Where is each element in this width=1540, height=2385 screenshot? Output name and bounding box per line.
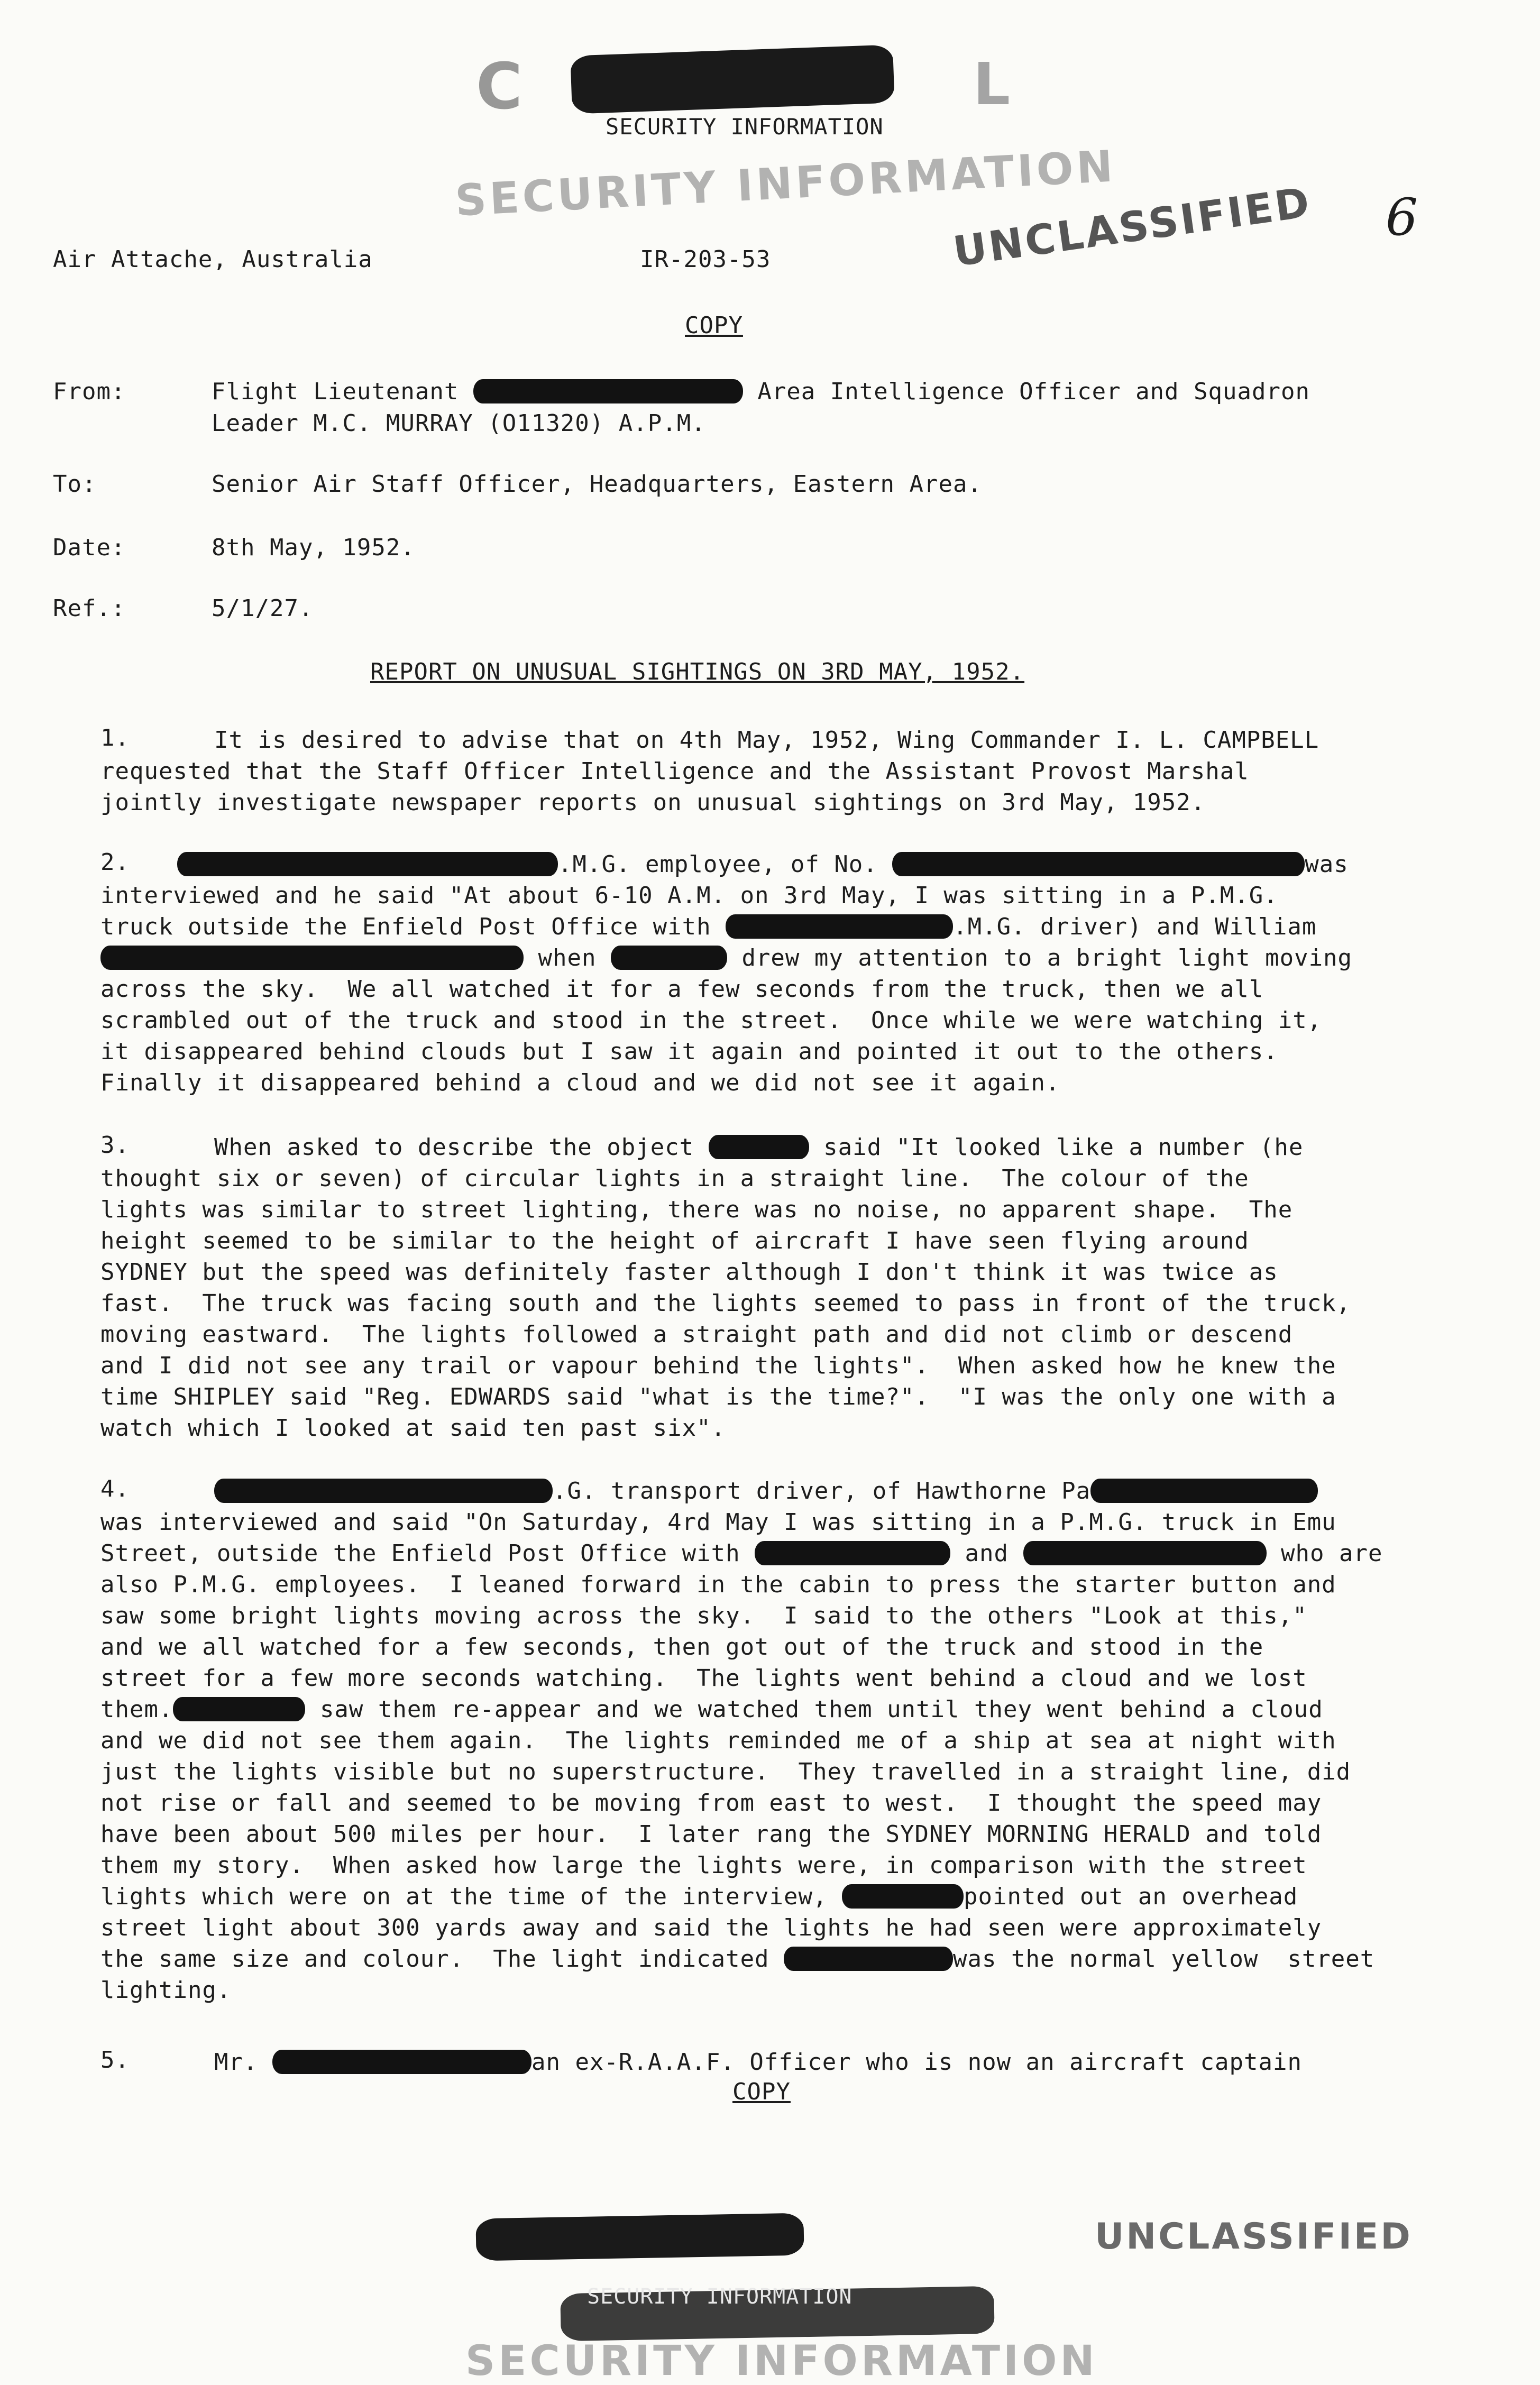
- classification-top: SECURITY INFORMATION: [606, 114, 884, 140]
- text-line: street light about 300 yards away and said the lights he had seen were approximately: [100, 1914, 1322, 1941]
- from-label: From:: [53, 378, 126, 405]
- paragraph-1: [100, 724, 1507, 818]
- text-line: also P.M.G. employees. I leaned forward in the cabin to press the starter button and: [100, 1571, 1336, 1598]
- date-label: Date:: [53, 534, 126, 561]
- from-line-2: Leader M.C. MURRAY (O11320) A.P.M.: [212, 410, 706, 437]
- redaction: [755, 1541, 950, 1565]
- from-line-1: Flight Lieutenant Area Intelligence Officer and Squadron: [212, 378, 1310, 405]
- stamp-faded-bottom: SECURITY INFORMATION: [465, 2337, 1098, 2385]
- text-line: fast. The truck was facing south and the lights seemed to pass in front of the truck,: [100, 1290, 1351, 1317]
- text-line: scrambled out of the truck and stood in the street. Once while we were watching it,: [100, 1007, 1322, 1034]
- text-line: Street, outside the Enfield Post Office with and who are: [100, 1540, 1383, 1567]
- classification-bottom: SECURITY INFORMATION: [587, 2285, 852, 2309]
- text-line: have been about 500 miles per hour. I later rang the SYDNEY MORNING HERALD and told: [100, 1821, 1322, 1848]
- text-line: street for a few more seconds watching. The lights went behind a cloud and we lost: [100, 1665, 1307, 1692]
- ref-label: Ref.:: [53, 595, 126, 622]
- paragraph-2: [100, 849, 1507, 1098]
- paragraph-number: 3.: [100, 1132, 130, 1159]
- text-line: lighting.: [100, 1977, 232, 2004]
- paragraph-3: [100, 1132, 1507, 1444]
- report-title: REPORT ON UNUSUAL SIGHTINGS ON 3RD MAY, 1952.: [370, 658, 1025, 685]
- redaction: [842, 1884, 964, 1909]
- redaction: [1023, 1541, 1267, 1565]
- redaction-blot-bottom: [475, 2213, 804, 2261]
- redaction-blot-top: [570, 44, 894, 114]
- text-line: was interviewed and said "On Saturday, 4rd May I was sitting in a P.M.G. truck in Emu: [100, 1509, 1336, 1536]
- text-line: When asked to describe the object said "It looked like a number (he: [214, 1134, 1304, 1161]
- text-line: truck outside the Enfield Post Office with .M.G. driver) and William: [100, 913, 1317, 940]
- text-line: It is desired to advise that on 4th May, 1952, Wing Commander I. L. CAMPBELL: [214, 727, 1319, 754]
- text-line: .M.G. employee, of No. was: [100, 849, 1507, 880]
- report-number: IR-203-53: [640, 246, 771, 273]
- text-line: across the sky. We all watched it for a few seconds from the truck, then we all: [100, 976, 1264, 1003]
- redaction: [214, 1479, 553, 1503]
- redaction: [611, 946, 727, 970]
- text-line: time SHIPLEY said "Reg. EDWARDS said "what is the time?". "I was the only one with a: [100, 1383, 1336, 1410]
- redaction: [100, 946, 524, 970]
- text-line: Finally it disappeared behind a cloud and we did not see it again.: [100, 1069, 1060, 1096]
- stamp-unclassified-top: UNCLASSIFIED: [950, 178, 1315, 277]
- redaction: [272, 2050, 531, 2074]
- text-line: and I did not see any trail or vapour behind the lights". When asked how he knew the: [100, 1352, 1336, 1379]
- paragraph-number: 1.: [100, 724, 130, 751]
- paragraph-number: 2.: [100, 849, 130, 876]
- stamp-unclassified-bottom: UNCLASSIFIED: [1095, 2216, 1413, 2258]
- text-line: them my story. When asked how large the lights were, in comparison with the street: [100, 1852, 1307, 1879]
- stamp-partial-top-right: L: [973, 50, 1014, 118]
- redaction: [784, 1947, 953, 1971]
- text-line: interviewed and he said "At about 6-10 A.M. on 3rd May, I was sitting in a P.M.G.: [100, 882, 1278, 909]
- text-line: watch which I looked at said ten past six".: [100, 1415, 726, 1442]
- office-label: Air Attache, Australia: [53, 246, 373, 273]
- text-line: lights which were on at the time of the interview, pointed out an overhead: [100, 1883, 1298, 1910]
- text-line: not rise or fall and seemed to be moving from east to west. I thought the speed may: [100, 1790, 1322, 1817]
- redaction: [173, 1697, 305, 1721]
- copy-label-top: COPY: [685, 312, 743, 339]
- text-line: it disappeared behind clouds but I saw it again and pointed it out to the others.: [100, 1038, 1278, 1065]
- text-line: saw some bright lights moving across the sky. I said to the others "Look at this,": [100, 1602, 1307, 1629]
- paragraph-number: 5.: [100, 2047, 130, 2074]
- to-label: To:: [53, 471, 97, 498]
- text-line: Mr. an ex-R.A.A.F. Officer who is now an aircraft captain: [214, 2049, 1302, 2076]
- page-number: 6: [1386, 188, 1418, 247]
- stamp-partial-top: C: [476, 50, 526, 124]
- text-line: SYDNEY but the speed was definitely faster although I don't think it was twice as: [100, 1259, 1278, 1286]
- text-line: just the lights visible but no superstructure. They travelled in a straight line, did: [100, 1758, 1351, 1785]
- redaction: [1090, 1479, 1318, 1503]
- text-line: .G. transport driver, of Hawthorne Pa: [100, 1475, 1507, 1507]
- redaction: [177, 852, 558, 876]
- paragraph-4: [100, 1475, 1507, 2006]
- paragraph-number: 4.: [100, 1475, 130, 1502]
- ref-value: 5/1/27.: [212, 595, 314, 622]
- text-line: lights was similar to street lighting, there was no noise, no apparent shape. The: [100, 1196, 1293, 1223]
- text-line: thought six or seven) of circular lights in a straight line. The colour of the: [100, 1165, 1249, 1192]
- text-line: moving eastward. The lights followed a straight path and did not climb or descend: [100, 1321, 1293, 1348]
- paragraph-5: [100, 2047, 1507, 2078]
- text-line: jointly investigate newspaper reports on unusual sightings on 3rd May, 1952.: [100, 789, 1206, 816]
- text-line: and we did not see them again. The lights reminded me of a ship at sea at night with: [100, 1727, 1336, 1754]
- text-line: height seemed to be similar to the height of aircraft I have seen flying around: [100, 1227, 1249, 1254]
- to-value: Senior Air Staff Officer, Headquarters, Eastern Area.: [212, 471, 982, 498]
- text-line: when drew my attention to a bright light moving: [100, 942, 1507, 974]
- redaction: [726, 914, 953, 939]
- copy-label-bottom: COPY: [732, 2078, 791, 2105]
- text-line: them. saw them re-appear and we watched them until they went behind a cloud: [100, 1696, 1323, 1723]
- date-value: 8th May, 1952.: [212, 534, 415, 561]
- redaction: [709, 1135, 809, 1159]
- redaction: [892, 852, 1305, 876]
- text-line: the same size and colour. The light indicated was the normal yellow street: [100, 1946, 1375, 1973]
- stamp-faded-top: SECURITY INFORMATION: [454, 141, 1117, 226]
- text-line: requested that the Staff Officer Intelligence and the Assistant Provost Marshal: [100, 758, 1249, 785]
- text-line: and we all watched for a few seconds, then got out of the truck and stood in the: [100, 1634, 1264, 1661]
- redaction: [473, 379, 743, 403]
